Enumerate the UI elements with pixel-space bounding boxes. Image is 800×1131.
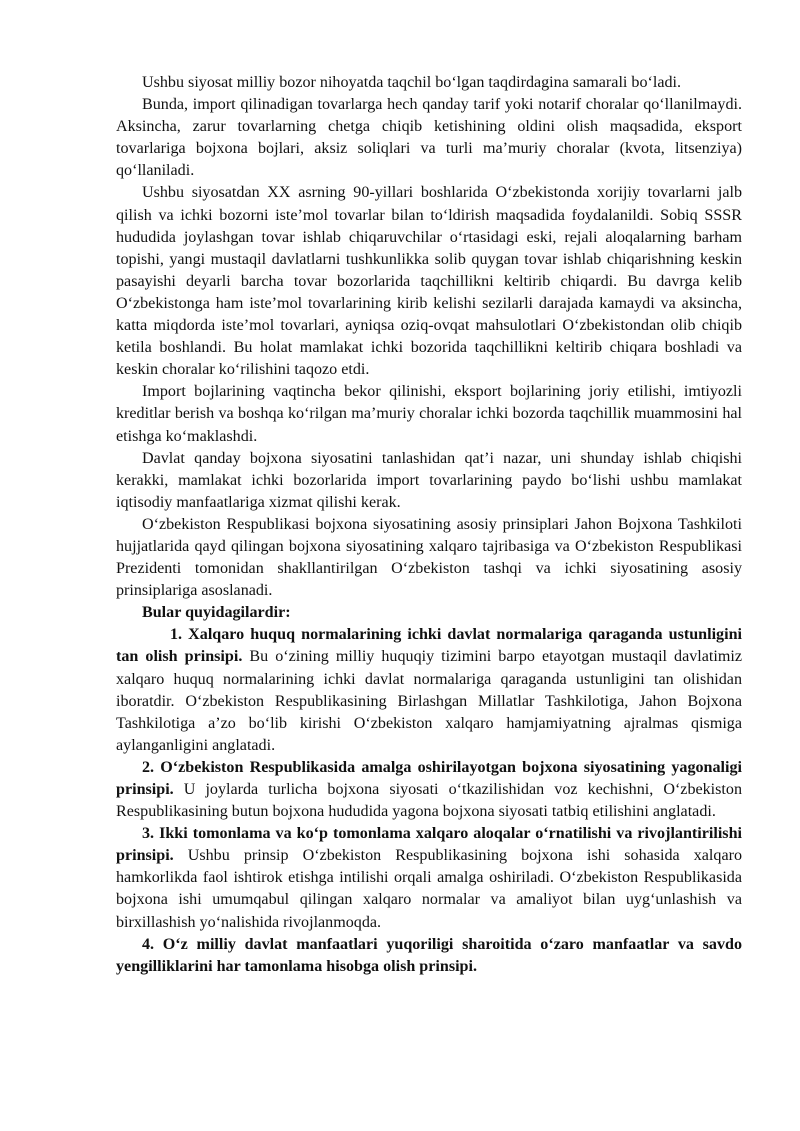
paragraph-4 — [116, 381, 742, 447]
principle-3 — [116, 823, 742, 933]
paragraph-text: O‘zbekiston Respublikasi bojxona siyosatining asosiy prinsiplari Jahon Bojxona Tashkiloti hujjatlarida qayd qilingan bojxona siyosatining xalqaro tajribasiga va O‘zbekiston Respublikasi Prezidenti tomonidan shakllantirilgan O‘zbekiston tashqi va ichki siyosatining asosiy prinsiplariga asoslanadi. — [116, 515, 742, 600]
paragraph-5 — [116, 448, 742, 514]
paragraph-text: Import bojlarining vaqtincha bekor qilinishi, eksport bojlarining joriy etilishi, imtiyozli kreditlar berish va boshqa ko‘rilgan ma’muriy choralar ichki bozorda taqchillik muammosini hal etishga ko‘maklashdi. — [116, 383, 742, 445]
list-intro — [116, 602, 742, 624]
document-page — [116, 72, 742, 978]
principle-1-text: Bu o‘zining milliy huquqiy tizimini barpo etayotgan mustaqil davlatimiz xalqaro huquq normalarining ichki davlat normalariga qaraganda ustunligini tan olishidan iboratdir. O‘zbekiston Respublikasining Birlashgan Millatlar Tashkilotiga, Jahon Bojxona Tashkilotiga a’zo bo‘lib kirishi O‘zbekiston xalqaro hamjamiyatning ajralmas qismiga aylanganligini anglatadi. — [116, 648, 742, 754]
principle-4 — [116, 934, 742, 978]
paragraph-text: Davlat qanday bojxona siyosatini tanlashidan qat’i nazar, uni shunday ishlab chiqishi kerakki, mamlakat ichki bozorlarida import tovarlarining paydo bo‘lishi ushbu mamlakat iqtisodiy manfaatlariga xizmat qilishi kerak. — [116, 449, 742, 511]
paragraph-6 — [116, 514, 742, 602]
paragraph-2 — [116, 94, 742, 182]
paragraph-text: Ushbu siyosat milliy bozor nihoyatda taqchil bo‘lgan taqdirdagina samarali bo‘ladi. — [142, 74, 682, 91]
list-intro-heading: Bular quyidagilardir: — [142, 604, 291, 622]
paragraph-1 — [116, 72, 742, 94]
principle-4-heading: 4. O‘z milliy davlat manfaatlari yuqoriligi sharoitida o‘zaro manfaatlar va savdo yengilliklarini har tamonlama hisobga olish prinsipi. — [116, 935, 742, 975]
paragraph-text: Bunda, import qilinadigan tovarlarga hech qanday tarif yoki notarif choralar qo‘llanilmaydi. Aksincha, zarur tovarlarning chetga chiqib ketishining oldini olish maqsadida, eksport tovarlariga bojxona bojlari, aksiz soliqlari va turli ma’muriy choralar (kvota, litsenziya) qo‘llaniladi. — [116, 96, 742, 180]
principle-2-heading: 2. O‘zbekiston Respublikasida amalga oshirilayotgan bojxona siyosatining yagonaligi prinsipi. — [116, 758, 742, 798]
principle-2-text: U joylarda turlicha bojxona siyosati o‘tkazilishidan voz kechishni, O‘zbekiston Respublikasining butun bojxona hududida yagona bojxona siyosati tatbiq etilishini anglatadi. — [116, 781, 742, 821]
principle-3-heading: 3. Ikki tomonlama va ko‘p tomonlama xalqaro aloqalar o‘rnatilishi va rivojlantirilishi prinsipi. — [116, 825, 742, 865]
principle-1 — [116, 624, 742, 757]
principle-2 — [116, 757, 742, 823]
principle-1-heading: 1. Xalqaro huquq normalarining ichki davlat normalariga qaraganda ustunligini tan olish prinsipi. — [116, 626, 742, 666]
paragraph-3 — [116, 182, 742, 381]
principle-3-text: Ushbu prinsip O‘zbekiston Respublikasining bojxona ishi sohasida xalqaro hamkorlikda faol ishtirok etishga intilishi orqali amalga oshiriladi. O‘zbekiston Respublikasida bojxona ishi umumqabul qilingan xalqaro normalar va amaliyot bilan uyg‘unlashish va birxillashish yo‘nalishida rivojlanmoqda. — [116, 847, 742, 931]
paragraph-text: Ushbu siyosatdan XX asrning 90-yillari boshlarida O‘zbekistonda xorijiy tovarlarni jalb qilish va ichki bozorni iste’mol tovarlar bilan to‘ldirish maqsadida foydalanildi. Sobiq SSSR hududida joylashgan tovar ishlab chiqaruvchilar o‘rtasidagi eski, rejali aloqalarning barham topishi, yangi mustaqil davlatlarni tushkunlikka solib quygan tovar ishlab chiqarishning keskin pasayishi deyarli barcha tovar bozorlarida taqchillikni keltirib chiqardi. Bu davrga kelib O‘zbekistonga ham iste’mol tovarlarining kirib kelishi sezilarli darajada kamaydi va aksincha, katta miqdorda iste’mol tovarlari, ayniqsa oziq-ovqat mahsulotlari O‘zbekistondan olib chiqib ketila boshlandi. Bu holat mamlakat ichki bozorida taqchillikni keltirib chiqara boshladi va keskin choralar ko‘rilishini taqozo etdi. — [116, 184, 742, 379]
